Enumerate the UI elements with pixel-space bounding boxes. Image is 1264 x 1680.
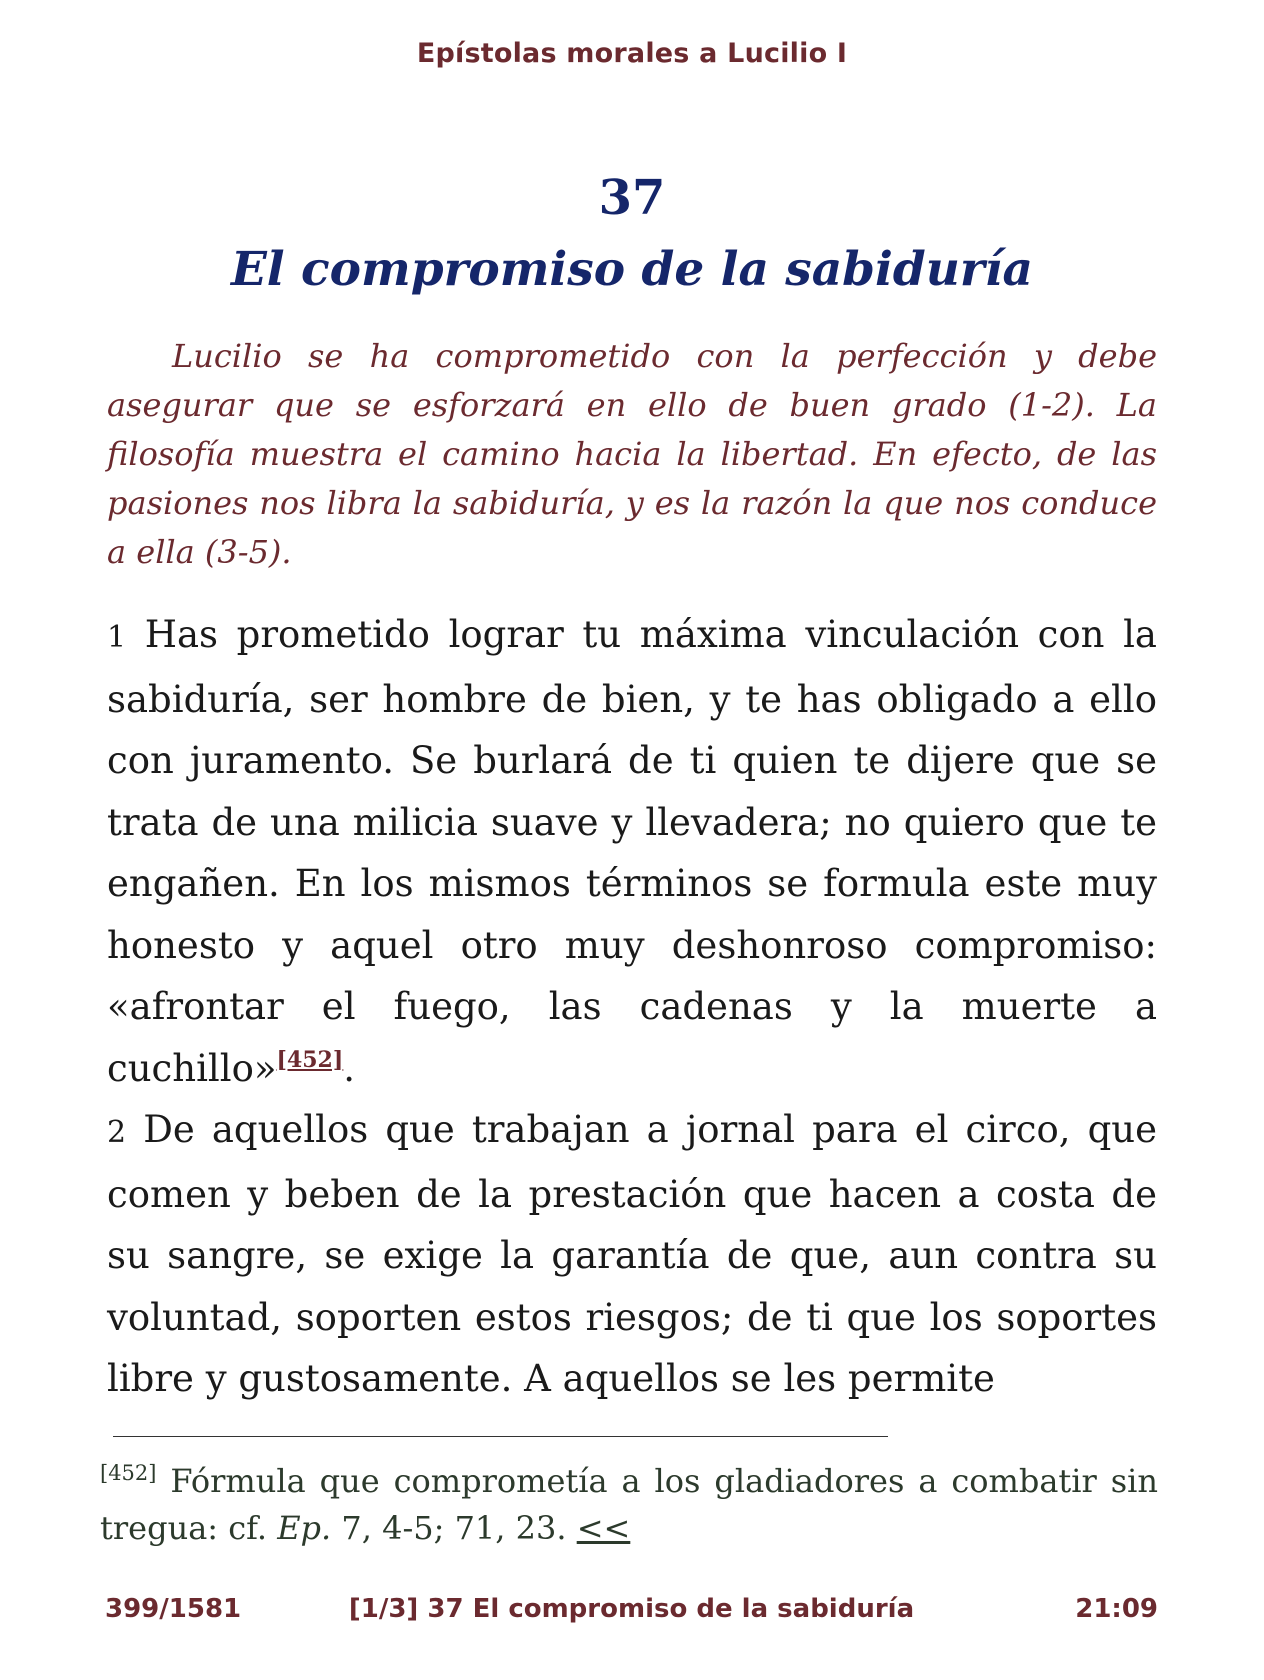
footnote-text: Fórmula que comprometía a los gladiadores a combatir sin tregua: cf.: [100, 1462, 1159, 1547]
chapter-number: 37: [598, 170, 666, 226]
clock-time: 21:09: [1075, 1594, 1158, 1624]
footnote-divider: [113, 1436, 888, 1437]
paragraph-1: [107, 604, 1157, 1099]
footnote: [100, 1458, 1158, 1552]
paragraph-2: [107, 1099, 1157, 1410]
page-position: 399/1581: [105, 1594, 242, 1624]
footnote-back-link[interactable]: <<: [576, 1509, 631, 1547]
paragraph-text: De aquellos que trabajan a jornal para el circo, que comen y beben de la prestación que hacen a costa de su sangre, se exige la garantía de que, aun contra su voluntad, soporten estos riesgos; de ti que los soportes libre y gustosamente. A aquellos se les permite: [107, 1108, 1158, 1400]
book-title: Epístolas morales a Lucilio I: [416, 38, 848, 69]
paragraph-end: .: [343, 1046, 356, 1090]
paragraph-text: Has prometido lograr tu máxima vinculación con la sabiduría, ser hombre de bien, y te has obligado a ello con juramento. Se burlará de ti quien te dijere que se trata de una milicia suave y llevadera; no quiero que te engañen. En los mismos términos se formula este muy honesto y aquel otro muy deshonroso compromiso: «afrontar el fuego, las cadenas y la muerte a cuchillo»: [107, 613, 1157, 1090]
body-text: [107, 604, 1157, 1410]
footnote-citation: 7, 4-5; 71, 23.: [341, 1509, 567, 1547]
footnote-ep-abbrev: Ep.: [277, 1509, 332, 1547]
chapter-summary: Lucilio se ha comprometido con la perfección y debe asegurar que se esforzará en ello de buen grado (1-2). La filosofía muestra el camino hacia la libertad. En efecto, de las pasiones nos libra la sabiduría, y es la razón la que nos conduce a ella (3-5).: [107, 337, 1157, 571]
paragraph-number: 1: [107, 620, 127, 655]
footnote-marker: [452]: [100, 1461, 157, 1485]
current-section: [1/3] 37 El compromiso de la sabiduría: [348, 1594, 915, 1624]
chapter-title: El compromiso de la sabiduría: [230, 242, 1033, 297]
paragraph-number: 2: [107, 1115, 127, 1150]
footnote-reference-link[interactable]: [452]: [276, 1046, 344, 1073]
